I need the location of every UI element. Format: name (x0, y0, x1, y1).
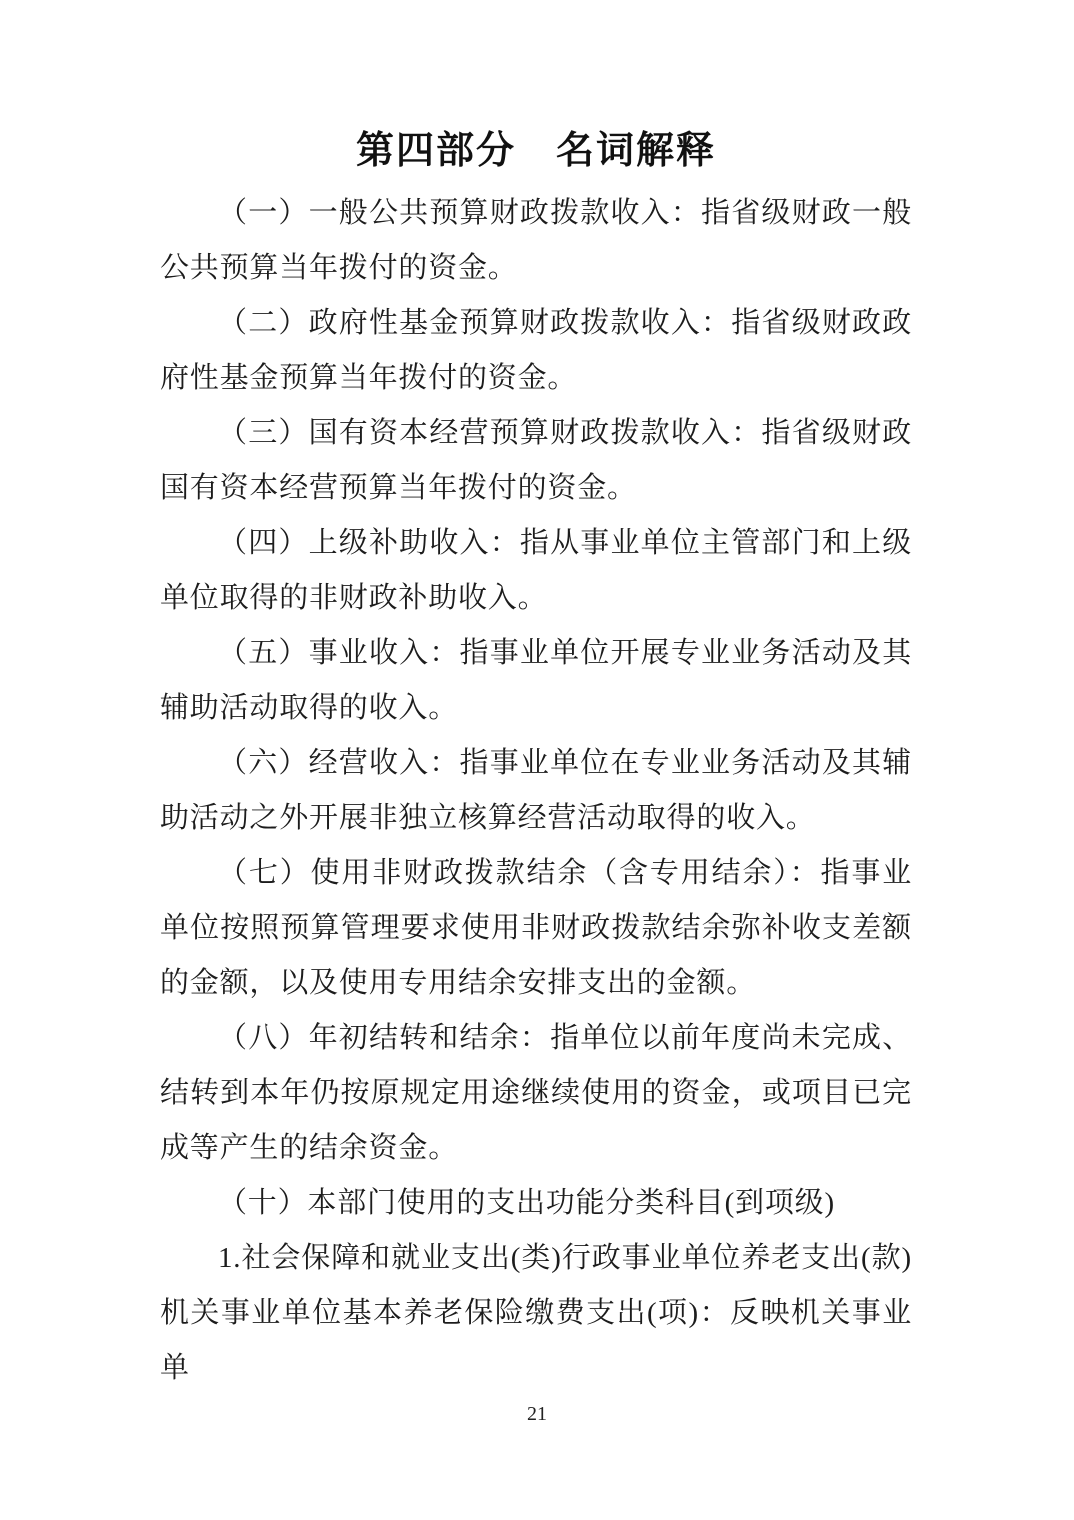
paragraph-definition-10: （十）本部门使用的支出功能分类科目(到项级) (218, 1187, 835, 1219)
paragraph-definition-4: （四）上级补助收入：指从事业单位主管部门和上级单位取得的非财政补助收入。 (160, 527, 912, 614)
paragraph-definition-2: （二）政府性基金预算财政拨款收入：指省级财政政府性基金预算当年拨付的资金。 (160, 307, 912, 394)
paragraph-definition-1: （一）一般公共预算财政拨款收入：指省级财政一般公共预算当年拨付的资金。 (160, 197, 912, 284)
paragraph-definition-3: （三）国有资本经营预算财政拨款收入：指省级财政国有资本经营预算当年拨付的资金。 (160, 417, 912, 504)
document-body (160, 128, 912, 1396)
paragraph-item-1: 1.社会保障和就业支出(类)行政事业单位养老支出(款)机关事业单位基本养老保险缴费支出(项)：反映机关事业单 (160, 1242, 912, 1384)
paragraph-definition-5: （五）事业收入：指事业单位开展专业业务活动及其辅助活动取得的收入。 (160, 637, 912, 724)
paragraph-definition-8: （八）年初结转和结余：指单位以前年度尚未完成、结转到本年仍按原规定用途继续使用的资金，或项目已完成等产生的结余资金。 (160, 1022, 912, 1164)
paragraph-definition-6: （六）经营收入：指事业单位在专业业务活动及其辅助活动之外开展非独立核算经营活动取得的收入。 (160, 747, 912, 834)
page-title: 第四部分 名词解释 (355, 130, 716, 172)
paragraph-definition-7: （七）使用非财政拨款结余（含专用结余）：指事业单位按照预算管理要求使用非财政拨款结余弥补收支差额的金额，以及使用专用结余安排支出的金额。 (160, 857, 912, 999)
page-number: 21 (527, 1403, 547, 1425)
